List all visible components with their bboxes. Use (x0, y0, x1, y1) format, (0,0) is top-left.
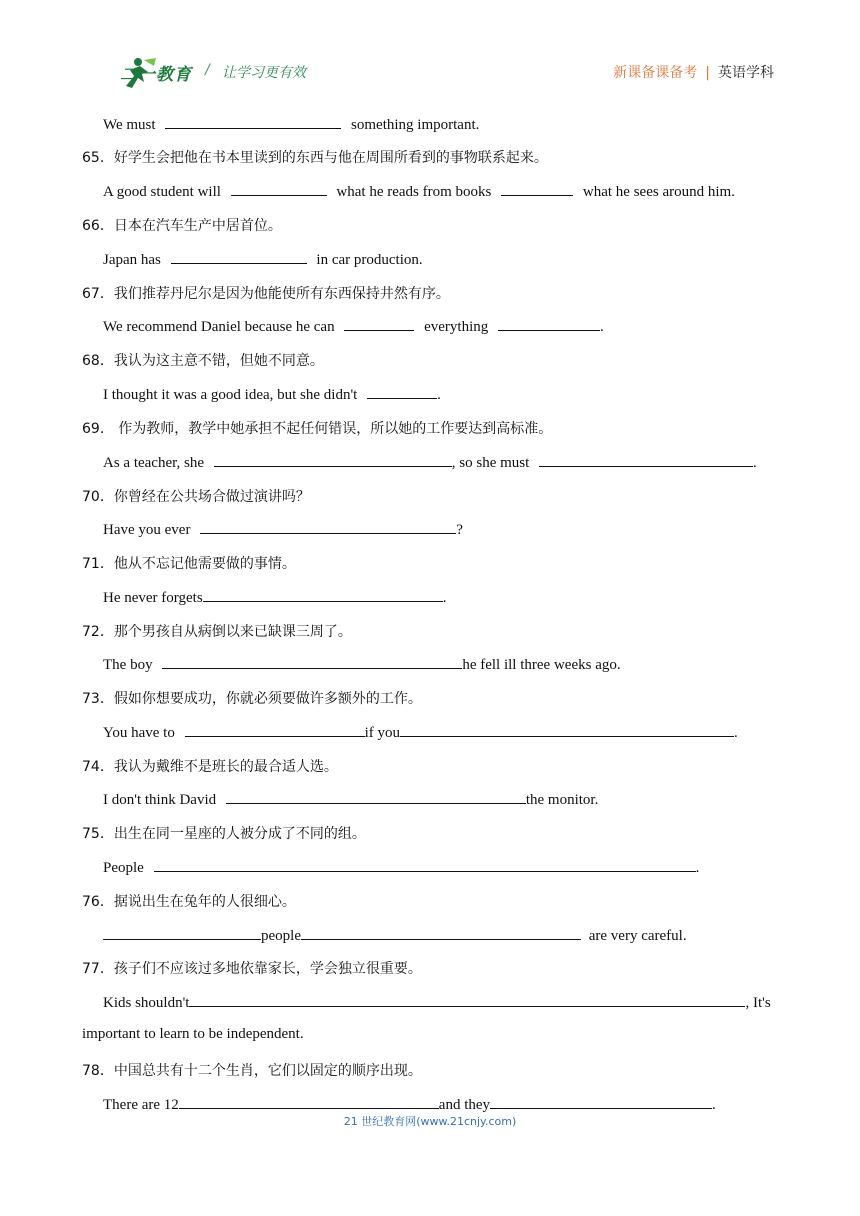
answer-line (103, 857, 699, 877)
page-footer: 21 世纪教育网(www.21cnjy.com) (343, 1115, 517, 1128)
question-68: 68．我认为这主意不错，但她不同意。 (82, 353, 324, 369)
answer-blank[interactable] (301, 925, 581, 940)
question-74: 74．我认为戴维不是班长的最合适人选。 (82, 759, 338, 775)
answer-blank[interactable] (214, 452, 452, 467)
header-right (613, 62, 774, 82)
text: As a teacher, she (103, 455, 205, 471)
question-71: 71．他从不忘记他需要做的事情。 (82, 556, 296, 572)
answer-blank[interactable] (539, 452, 753, 467)
text: in car production. (316, 252, 423, 268)
text: . (437, 387, 441, 403)
text: Have you ever (103, 522, 191, 538)
answer-blank[interactable] (165, 114, 341, 129)
text: something important. (351, 117, 480, 133)
text: We must (103, 117, 156, 133)
answer-blank[interactable] (162, 654, 462, 669)
answer-line (103, 789, 598, 809)
text: . (712, 1097, 716, 1113)
question-66: 66．日本在汽车生产中居首位。 (82, 218, 282, 234)
question-75: 75．出生在同一星座的人被分成了不同的组。 (82, 826, 366, 842)
answer-blank[interactable] (189, 992, 745, 1007)
text: . (695, 860, 700, 876)
answer-line (103, 1094, 716, 1114)
answer-line (103, 587, 446, 607)
text: , so she must (451, 455, 530, 471)
question-69: 69． 作为教师，教学中她承担不起任何错误，所以她的工作要达到高标准。 (82, 421, 553, 437)
text: The boy (103, 657, 153, 673)
answer-line (103, 925, 687, 945)
text: what he reads from books (336, 184, 492, 200)
text: We recommend Daniel because he can (103, 319, 335, 335)
answer-blank[interactable] (203, 587, 443, 602)
slogan: 让学习更有效 (222, 65, 306, 81)
answer-blank[interactable] (171, 249, 307, 264)
text: everything (424, 319, 489, 335)
text: People (103, 860, 144, 876)
text: I thought it was a good idea, but she didn't (103, 387, 358, 403)
text: the monitor. (525, 792, 599, 808)
answer-blank[interactable] (179, 1094, 439, 1109)
text: ? (456, 522, 463, 538)
answer-blank[interactable] (498, 316, 600, 331)
answer-blank[interactable] (103, 925, 261, 940)
answer-blank[interactable] (501, 181, 573, 196)
question-70: 70．你曾经在公共场合做过演讲吗？ (82, 489, 310, 505)
answer-line (103, 452, 757, 472)
answer-blank[interactable] (344, 316, 414, 331)
answer-blank[interactable] (154, 857, 696, 872)
answer-blank[interactable] (367, 384, 437, 399)
header-divider: | (705, 65, 710, 81)
text: people (261, 928, 301, 944)
text: and they (438, 1097, 491, 1113)
text: He never forgets (103, 590, 203, 606)
answer-line (103, 654, 621, 674)
header-tag-prep: 新课备课备考 (613, 65, 698, 81)
header-subject: 英语学科 (718, 65, 774, 81)
text: Kids shouldn't (103, 995, 190, 1011)
answer-blank[interactable] (490, 1094, 712, 1109)
question-76: 76．据说出生在兔年的人很细心。 (82, 894, 296, 910)
text: You have to (103, 725, 175, 741)
slogan-separator: / (205, 62, 210, 78)
answer-line (103, 249, 423, 269)
answer-blank[interactable] (185, 722, 365, 737)
answer-line (103, 519, 463, 539)
text: Japan has (103, 252, 161, 268)
answer-line (103, 114, 479, 134)
answer-blank[interactable] (400, 722, 734, 737)
question-65: 65．好学生会把他在书本里读到的东西与他在周围所看到的事物联系起来。 (82, 150, 548, 166)
text: if you (364, 725, 400, 741)
text: . (600, 319, 604, 335)
answer-line (103, 181, 735, 201)
answer-line (103, 722, 738, 742)
text: he fell ill three weeks ago. (462, 657, 621, 673)
answer-continuation: important to learn to be independent. (82, 1026, 304, 1042)
text: , It's (745, 995, 771, 1011)
answer-blank[interactable] (231, 181, 327, 196)
answer-line (103, 384, 441, 404)
text: I don't think David (103, 792, 217, 808)
question-78: 78．中国总共有十二个生肖，它们以固定的顺序出现。 (82, 1063, 422, 1079)
answer-line (103, 992, 771, 1012)
answer-blank[interactable] (200, 519, 456, 534)
text: . (442, 590, 447, 606)
question-67: 67．我们推荐丹尼尔是因为他能使所有东西保持井然有序。 (82, 286, 450, 302)
text: what he sees around him. (582, 184, 735, 200)
text: . (734, 725, 738, 741)
answer-line (103, 316, 604, 336)
text: are very careful. (588, 928, 687, 944)
text: A good student will (103, 184, 221, 200)
question-77: 77．孩子们不应该过多地依靠家长，学会独立很重要。 (82, 961, 422, 977)
question-73: 73．假如你想要成功，你就必须要做许多额外的工作。 (82, 691, 422, 707)
text: . (753, 455, 757, 471)
page-header (0, 0, 860, 100)
question-72: 72．那个男孩自从病倒以来已缺课三周了。 (82, 624, 352, 640)
logo-text: 二一教育 (120, 65, 192, 85)
answer-blank[interactable] (226, 789, 526, 804)
text: There are 12 (103, 1097, 179, 1113)
